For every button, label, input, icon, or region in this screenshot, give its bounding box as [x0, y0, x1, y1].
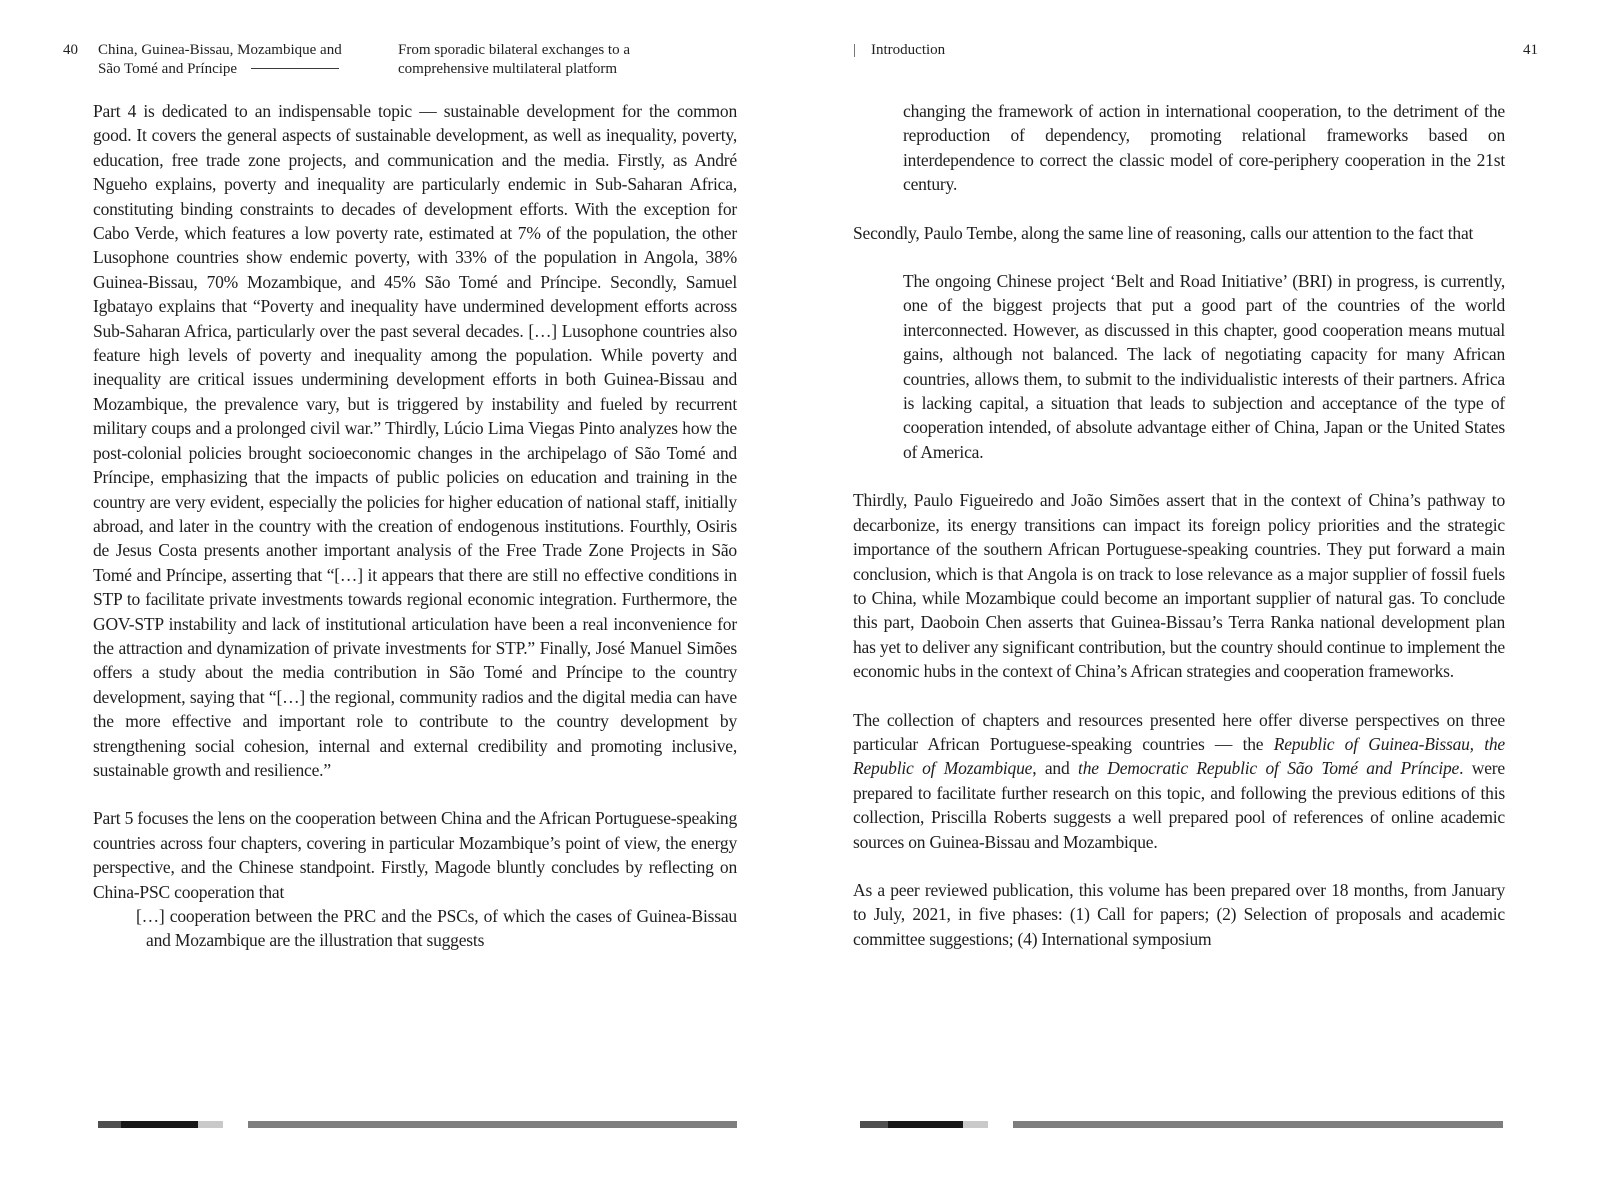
blockquote-magode: […] cooperation between the PRC and the PSCs, of which the cases of Guinea-Bissau and Mozambique are the illustration that suggests — [136, 906, 737, 951]
section-header-label: Introduction — [871, 42, 946, 58]
blockquote-bri: The ongoing Chinese project ‘Belt and Road Initiative’ (BRI) in progress, is currently, one of the biggest projects that put a good part of the countries of the world interconnected. However, as discussed in this chapter, good cooperation means mutual gains, although not balanced. The lack of negotiating capacity for many African countries, allows them, to submit to the individualistic interests of their partners. Africa is lacking capital, a situation that leads to subjection and acceptance of the type of cooperation intended, of absolute advantage either of China, Japan or the United States of America. — [903, 271, 1505, 462]
left-footer-bar-segment-dark — [98, 1121, 121, 1128]
running-title — [98, 41, 342, 79]
left-page-number: 40 — [63, 42, 78, 58]
chapter-title-line1: From sporadic bilateral exchanges to a — [398, 42, 631, 58]
paragraph-collection: The collection of chapters and resources presented here offer diverse perspectives on three particular African Portuguese-speaking countries — the Republic of Guinea-Bissau, the Republic of Mozambique, and the Democratic Republic of São Tomé and Príncipe. were prepared to facilitate further research on this topic, and following the previous editions of this collection, Priscilla Roberts suggests a well prepared pool of references of online academic sources on Guinea-Bissau and Mozambique. — [853, 709, 1505, 852]
header-separator: | — [853, 42, 857, 58]
blockquote-continuation: changing the framework of action in international cooperation, to the detriment of the reproduction of dependency, promoting relational frameworks based on interdependence to correct the classic model of core-periphery cooperation in the 21st century. — [903, 101, 1505, 195]
running-title-line2: São Tomé and Príncipe — [98, 61, 339, 77]
paragraph-part5: Part 5 focuses the lens on the cooperation between China and the African Portuguese-speaking countries across four chapters, covering in particular Mozambique’s point of view, the energy perspective, and the Chinese standpoint. Firstly, Magode bluntly concludes by reflecting on China-PSC cooperation that — [93, 808, 737, 902]
section-header — [853, 41, 945, 60]
left-page-body — [93, 99, 737, 977]
left-footer-bar-long — [248, 1121, 737, 1128]
right-page-body — [853, 99, 1505, 975]
right-footer-bar-segment-light — [963, 1121, 988, 1128]
running-title-line1: China, Guinea-Bissau, Mozambique and — [98, 42, 342, 58]
left-footer-bar-segment-black — [121, 1121, 198, 1128]
paragraph-secondly: Secondly, Paulo Tembe, along the same line of reasoning, calls our attention to the fact that — [853, 222, 1474, 243]
left-footer-bar-segment-light — [198, 1121, 223, 1128]
right-page-number: 41 — [1523, 42, 1538, 58]
chapter-title — [398, 41, 630, 79]
paragraph-peer-review: As a peer reviewed publication, this volume has been prepared over 18 months, from January to July, 2021, in five phases: (1) Call for papers; (2) Selection of proposals and academic committee suggestions; (4) International symposium — [853, 879, 1505, 949]
right-footer-bar-long — [1013, 1121, 1503, 1128]
right-footer-bar-segment-black — [888, 1121, 963, 1128]
paragraph-thirdly: Thirdly, Paulo Figueiredo and João Simões assert that in the context of China’s pathway to decarbonize, its energy transitions can impact its foreign policy priorities and the strategic importance of the southern African Portuguese-speaking countries. They put forward a main conclusion, which is that Angola is on track to lose relevance as a major supplier of fossil fuels to China, while Mozambique could become an important supplier of natural gas. To conclude this part, Daoboin Chen asserts that Guinea-Bissau’s Terra Ranka national development plan has yet to deliver any significant contribution, but the country should continue to implement the economic hubs in the context of China’s African strategies and cooperation frameworks. — [853, 490, 1505, 682]
header-rule — [251, 68, 339, 69]
paragraph-part4: Part 4 is dedicated to an indispensable topic — sustainable development for the common good. It covers the general aspects of sustainable development, as well as inequality, poverty, education, free trade zone projects, and communication and the media. Firstly, as André Ngueho explains, poverty and inequality are particularly endemic in Sub-Saharan Africa, constituting binding constraints to decades of development efforts. With the exception for Cabo Verde, which features a low poverty rate, estimated at 7% of the population, the other Lusophone countries show endemic poverty, with 33% of the population in Angola, 38% Guinea-Bissau, 70% Mozambique, and 45% São Tomé and Príncipe. Secondly, Samuel Igbatayo explains that “Poverty and inequality have undermined development efforts across Sub-Saharan Africa, particularly over the past several decades. […] Lusophone countries also feature high levels of poverty and inequality among the population. While poverty and inequality are critical issues undermining development efforts in both Guinea-Bissau and Mozambique, the prevalence vary, but is triggered by instability and fueled by recurrent military coups and a prolonged civil war.” Thirdly, Lúcio Lima Viegas Pinto analyzes how the post-colonial policies brought socioeconomic changes in the archipelago of São Tomé and Príncipe, emphasizing that the impacts of public policies on education and training in the country are very evident, especially the policies for higher education of national staff, initially abroad, and later in the country with the creation of endogenous institutions. Fourthly, Osiris de Jesus Costa presents another important analysis of the Free Trade Zone Projects in São Tomé and Príncipe, asserting that “[…] it appears that there are still no effective conditions in STP to facilitate private investments towards regional economic integration. Furthermore, the GOV-STP instability and lack of institutional articulation have been a real inconvenience for the attraction and dynamization of private investments for STP.” Finally, José Manuel Simões offers a study about the media contribution in São Tomé and Príncipe to the country development, saying that “[…] the regional, community radios and the digital media can have the more effective and important role to contribute to the country development by strengthening social cohesion, internal and external credibility and promoting inclusive, sustainable growth and resilience.” — [93, 101, 737, 780]
right-footer-bar-segment-dark — [860, 1121, 888, 1128]
chapter-title-line2: comprehensive multilateral platform — [398, 61, 618, 77]
